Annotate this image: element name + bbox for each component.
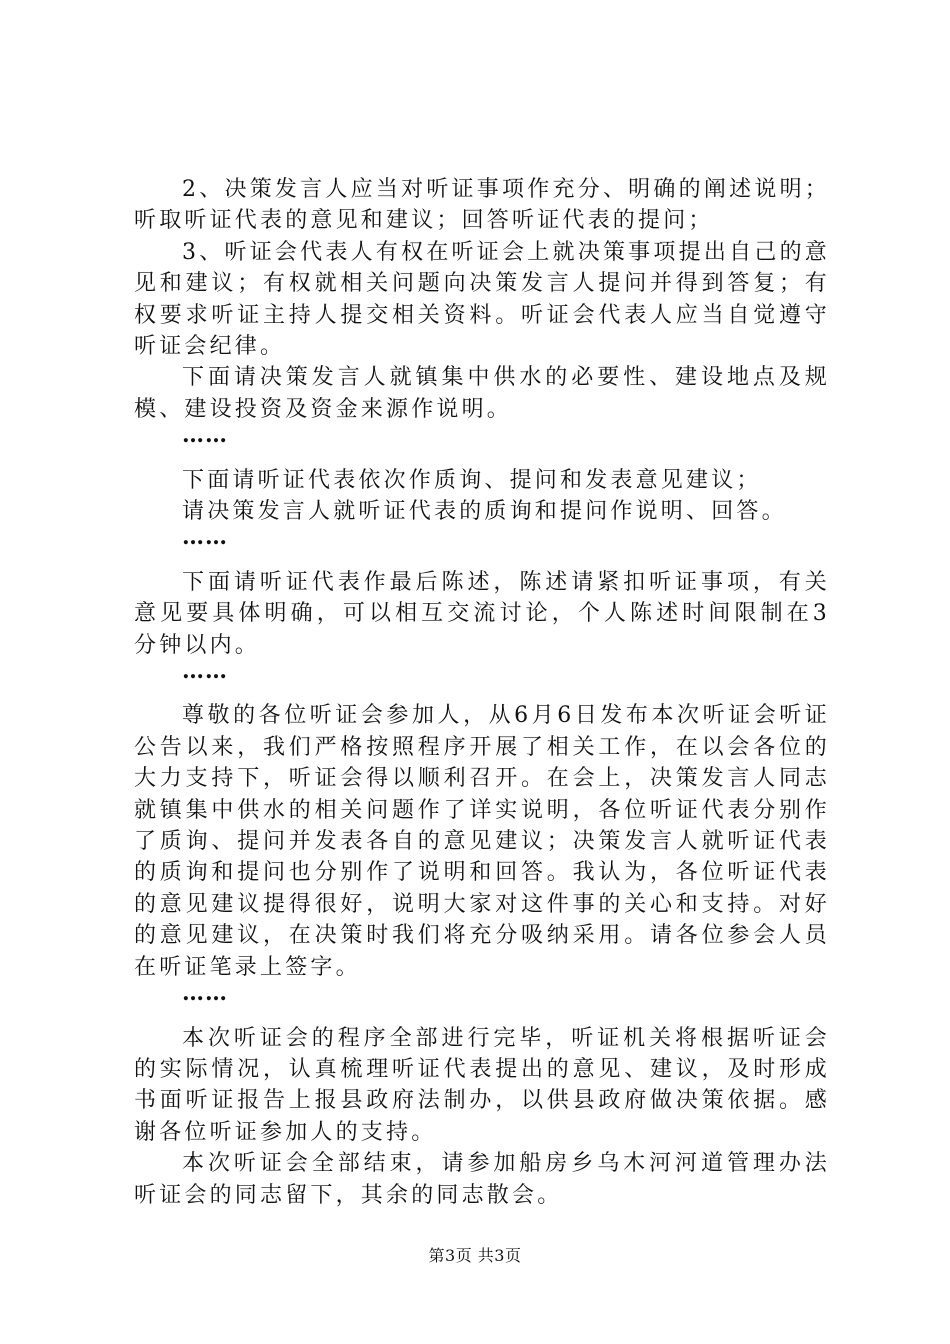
spacer [134, 457, 830, 465]
paragraph-procedure-complete: 本次听证会的程序全部进行完毕，听证机关将根据听证会的实际情况，认真梳理听证代表提出的意见、建议，及时形成书面听证报告上报县政府法制办，以供县政府做决策依据。感谢各位听证参加人的支持。 [134, 1025, 830, 1145]
spacer [134, 1015, 830, 1023]
paragraph-final-statement: 下面请听证代表作最后陈述，陈述请紧扣听证事项，有关意见要具体明确，可以相互交流讨论，个人陈述时间限制在3分钟以内。 [134, 569, 830, 658]
paragraph-speaker-duties: 2、决策发言人应当对听证事项作充分、明确的阐述说明；听取听证代表的意见和建议；回答听证代表的提问； [134, 177, 830, 234]
paragraph-representatives-question: 下面请听证代表依次作质询、提问和发表意见建议； [182, 467, 762, 493]
paragraph-meeting-end: 本次听证会全部结束，请参加船房乡乌木河河道管理办法听证会的同志留下，其余的同志散会。 [134, 1151, 830, 1208]
document-body [134, 174, 830, 1211]
spacer [134, 692, 830, 700]
paragraph-representative-rights: 3、听证会代表人有权在听证会上就决策事项提出自己的意见和建议；有权就相关问题向决策发言人提问并得到答复；有权要求听证主持人提交相关资料。听证会代表人应当自觉遵守听证会纪律。 [134, 239, 830, 360]
page-number-footer: 第3页 共3页 [428, 1246, 522, 1265]
paragraph-closing-summary: 尊敬的各位听证会参加人，从6月6日发布本次听证会听证公告以来，我们严格按照程序开展了相关工作，在以会各位的大力支持下，听证会得以顺利召开。在会上，决策发言人同志就镇集中供水的相关问题作了详实说明，各位听证代表分别作了质询、提问并发表各自的意见建议；决策发言人就听证代表的质询和提问也分别作了说明和回答。我认为，各位听证代表的意见建议提得很好，说明大家对这件事的关心和支持。对好的意见建议，在决策时我们将充分吸纳采用。请各位参会人员在听证笔录上签字。 [134, 703, 830, 980]
ellipsis-marker: …… [182, 524, 228, 551]
ellipsis-marker: …… [182, 980, 228, 1007]
ellipsis-marker: …… [182, 422, 228, 449]
spacer [134, 559, 830, 567]
paragraph-speaker-answer: 请决策发言人就听证代表的质询和提问作说明、回答。 [182, 499, 787, 525]
ellipsis-marker: …… [182, 658, 228, 685]
paragraph-speaker-explanation: 下面请决策发言人就镇集中供水的必要性、建设地点及规模、建设投资及资金来源作说明。 [134, 365, 830, 422]
